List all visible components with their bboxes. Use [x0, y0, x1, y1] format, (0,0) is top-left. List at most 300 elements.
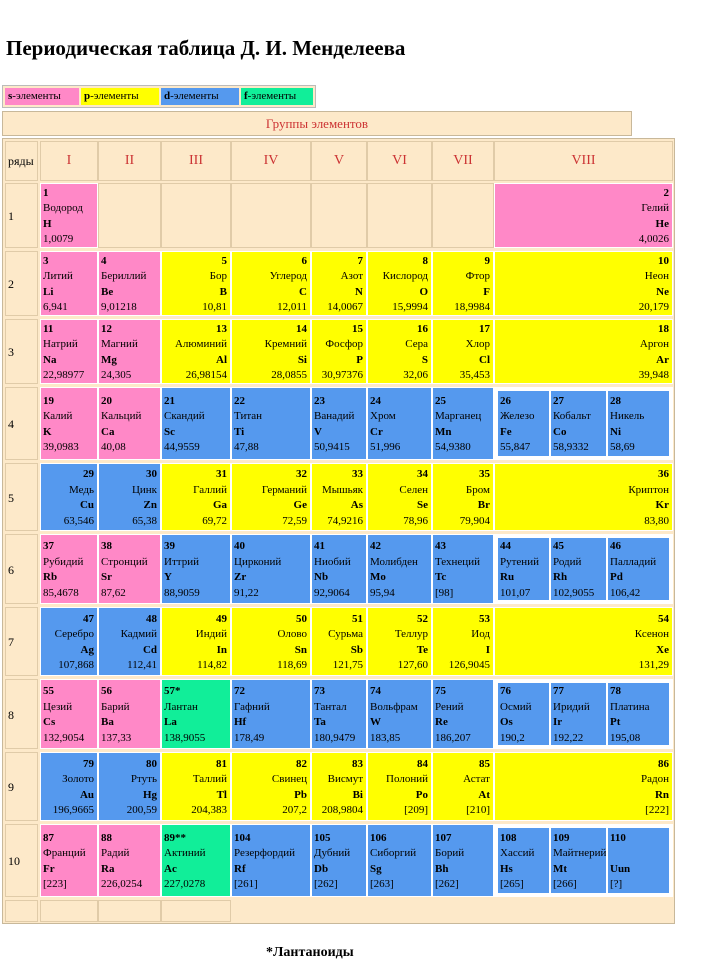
element-Cd[interactable]: [98, 607, 161, 676]
element-symbol: Mo: [370, 571, 386, 583]
element-number: 5: [221, 254, 227, 267]
element-La[interactable]: [161, 679, 231, 749]
element-number: 28: [610, 394, 621, 407]
element-symbol: As: [350, 499, 363, 511]
element-number: 17: [479, 322, 490, 335]
empty-cell: [311, 183, 367, 248]
element-name: Марганец: [435, 410, 482, 422]
element-number: 12: [101, 322, 112, 335]
element-symbol: Li: [43, 285, 54, 298]
element-name: Германий: [261, 483, 307, 496]
element-Sr[interactable]: [98, 534, 161, 604]
element-Na[interactable]: [40, 319, 98, 384]
element-mass: [265]: [500, 878, 524, 890]
legend-letter: p: [84, 90, 91, 102]
element-symbol: Se: [417, 499, 428, 511]
element-symbol: Ra: [101, 862, 115, 875]
element-Al[interactable]: [161, 319, 231, 384]
element-number: 85: [479, 757, 490, 770]
element-Mt[interactable]: [550, 827, 607, 894]
element-Re[interactable]: [432, 679, 494, 749]
element-symbol: Zr: [234, 571, 247, 583]
element-Hf[interactable]: [231, 679, 311, 749]
element-Ir[interactable]: [550, 682, 607, 746]
element-Ga[interactable]: [161, 463, 231, 531]
element-number: 53: [479, 612, 490, 625]
element-mass: 121,75: [332, 659, 363, 671]
element-mass: 20,179: [638, 301, 669, 313]
element-Ni[interactable]: [607, 390, 670, 457]
element-mass: 26,98154: [185, 369, 227, 381]
element-symbol: Y: [164, 571, 172, 583]
element-number: 27: [553, 394, 564, 407]
element-mass: 32,06: [403, 369, 428, 381]
element-number: 11: [43, 322, 54, 335]
element-number: 45: [553, 540, 564, 552]
element-Pt[interactable]: [607, 682, 670, 746]
element-number: 86: [658, 757, 669, 770]
element-mass: 126,9045: [448, 659, 490, 671]
element-symbol: Au: [79, 788, 94, 801]
element-number: 38: [101, 540, 112, 552]
element-Ac[interactable]: [161, 824, 231, 897]
row-label-9: 9: [5, 752, 38, 821]
element-name: Платина: [610, 700, 650, 713]
element-At[interactable]: [432, 752, 494, 821]
element-number: 21: [164, 394, 175, 407]
element-Mn[interactable]: [432, 387, 494, 460]
element-Uun[interactable]: [607, 827, 670, 894]
element-symbol: Si: [297, 353, 307, 366]
element-symbol: Sc: [164, 425, 175, 438]
element-mass: 65,38: [132, 514, 157, 527]
element-name: Гелий: [641, 202, 669, 214]
element-name: Иридий: [553, 700, 590, 713]
element-Ar[interactable]: [494, 319, 673, 384]
element-Cr[interactable]: [367, 387, 432, 460]
element-Zn[interactable]: [98, 463, 161, 531]
element-number: 72: [234, 685, 245, 697]
element-name: Вольфрам: [370, 700, 418, 713]
row-label-5: 5: [5, 463, 38, 531]
element-name: Свинец: [271, 773, 307, 785]
element-Ta[interactable]: [311, 679, 367, 749]
element-number: 26: [500, 394, 511, 407]
element-number: 82: [296, 757, 307, 770]
element-symbol: Ne: [656, 285, 669, 298]
element-name: Полоний: [386, 773, 428, 785]
element-name: Литий: [43, 270, 73, 282]
element-K[interactable]: [40, 387, 98, 460]
element-mass: 207,2: [282, 804, 307, 816]
element-name: Индий: [195, 628, 227, 640]
element-Au[interactable]: [40, 752, 98, 821]
element-symbol: Zn: [143, 499, 157, 511]
element-mass: [210]: [466, 804, 490, 816]
element-number: 79: [83, 757, 94, 770]
element-Nb[interactable]: [311, 534, 367, 604]
element-name: Скандий: [164, 410, 205, 422]
element-mass: 118,69: [277, 659, 307, 671]
element-number: 89**: [164, 831, 186, 844]
element-mass: 137,33: [101, 731, 132, 744]
element-number: 16: [417, 322, 428, 335]
element-number: 73: [314, 685, 325, 697]
element-symbol: V: [314, 425, 322, 438]
element-mass: 79,904: [459, 514, 490, 527]
element-name: Медь: [69, 483, 94, 496]
element-Po[interactable]: [367, 752, 432, 821]
element-mass: 51,996: [370, 441, 401, 453]
element-Co[interactable]: [550, 390, 607, 457]
element-name: Осмий: [500, 700, 532, 713]
element-Pb[interactable]: [231, 752, 311, 821]
element-Tl[interactable]: [161, 752, 231, 821]
element-Rf[interactable]: [231, 824, 311, 897]
element-Ba[interactable]: [98, 679, 161, 749]
element-mass: 95,94: [370, 586, 395, 599]
empty-cell: [98, 900, 161, 922]
element-number: 77: [553, 685, 564, 697]
element-number: 108: [500, 831, 517, 844]
element-number: 52: [417, 612, 428, 625]
element-symbol: H: [43, 217, 52, 230]
empty-cell: [161, 183, 231, 248]
element-Rh[interactable]: [550, 537, 607, 601]
element-name: Фосфор: [325, 338, 363, 350]
element-name: Теллур: [394, 628, 428, 640]
element-number: 40: [234, 540, 245, 552]
element-name: Гафний: [234, 700, 270, 713]
element-mass: 6,941: [43, 301, 68, 313]
element-number: 23: [314, 394, 325, 407]
element-Rb[interactable]: [40, 534, 98, 604]
element-mass: 74,9216: [327, 514, 363, 527]
element-Xe[interactable]: [494, 607, 673, 676]
element-Rn[interactable]: [494, 752, 673, 821]
element-number: 106: [370, 831, 387, 844]
element-Sg[interactable]: [367, 824, 432, 897]
element-number: 19: [43, 394, 54, 407]
element-number: 25: [435, 394, 446, 407]
element-mass: 24,305: [101, 369, 132, 381]
element-symbol: Tl: [216, 788, 227, 801]
element-H[interactable]: [40, 183, 98, 248]
element-Ti[interactable]: [231, 387, 311, 460]
element-mass: 72,59: [282, 514, 307, 527]
element-Ge[interactable]: [231, 463, 311, 531]
element-symbol: Re: [435, 716, 448, 728]
element-Db[interactable]: [311, 824, 367, 897]
element-symbol: Os: [500, 716, 513, 728]
element-mass: 85,4678: [43, 586, 79, 599]
element-number: 34: [417, 468, 428, 480]
element-mass: 47,88: [234, 441, 259, 453]
element-number: 9: [484, 254, 490, 267]
element-symbol: Na: [43, 353, 57, 366]
element-number: 47: [83, 612, 94, 625]
element-name: Радон: [641, 773, 669, 785]
element-symbol: Cs: [43, 716, 56, 728]
element-mass: 39,0983: [43, 441, 79, 453]
element-symbol: In: [216, 643, 227, 656]
element-mass: 58,9332: [553, 441, 589, 453]
element-number: 55: [43, 685, 54, 697]
element-mass: 226,0254: [101, 878, 143, 890]
element-Tc[interactable]: [432, 534, 494, 604]
element-symbol: Bh: [435, 862, 449, 875]
legend-item-d: [161, 88, 239, 105]
element-Se[interactable]: [367, 463, 432, 531]
element-symbol: Uun: [610, 862, 631, 875]
element-F[interactable]: [432, 251, 494, 316]
element-N[interactable]: [311, 251, 367, 316]
element-symbol: Pd: [610, 571, 623, 583]
element-mass: [98]: [435, 586, 454, 599]
rows-label: ряды: [5, 141, 38, 181]
element-name: Мышьяк: [321, 483, 363, 496]
element-symbol: Xe: [656, 643, 669, 656]
element-number: 35: [479, 468, 490, 480]
element-Sc[interactable]: [161, 387, 231, 460]
element-V[interactable]: [311, 387, 367, 460]
element-number: 105: [314, 831, 331, 844]
element-number: 22: [234, 394, 245, 407]
element-Fr[interactable]: [40, 824, 98, 897]
element-Sn[interactable]: [231, 607, 311, 676]
element-number: 50: [296, 612, 307, 625]
element-Hg[interactable]: [98, 752, 161, 821]
element-name: Криптон: [628, 483, 669, 496]
element-name: Кремний: [264, 338, 307, 350]
element-number: 107: [435, 831, 452, 844]
element-Kr[interactable]: [494, 463, 673, 531]
element-Cs[interactable]: [40, 679, 98, 749]
element-name: Рений: [435, 700, 464, 713]
legend-item-s: [5, 88, 79, 105]
element-mass: 4,0026: [638, 233, 669, 245]
legend-text: -элементы: [90, 90, 139, 102]
row-label-1: 1: [5, 183, 38, 248]
element-number: 104: [234, 831, 251, 844]
element-symbol: Sn: [294, 643, 307, 656]
element-number: 14: [296, 322, 307, 335]
element-symbol: Be: [101, 285, 114, 298]
element-Os[interactable]: [497, 682, 550, 746]
element-mass: 78,96: [403, 514, 428, 527]
element-mass: 91,22: [234, 586, 259, 599]
legend-item-p: [81, 88, 159, 105]
element-mass: 227,0278: [164, 878, 206, 890]
element-mass: 132,9054: [43, 731, 85, 744]
element-mass: 192,22: [553, 731, 584, 744]
element-Si[interactable]: [231, 319, 311, 384]
element-symbol: Cl: [479, 353, 490, 366]
element-symbol: Bi: [352, 788, 363, 801]
element-symbol: Hf: [234, 716, 247, 728]
element-Pd[interactable]: [607, 537, 670, 601]
element-number: 83: [352, 757, 363, 770]
element-mass: [262]: [435, 878, 459, 890]
element-mass: 106,42: [610, 586, 641, 599]
element-name: Ксенон: [634, 628, 669, 640]
empty-cell: [98, 183, 161, 248]
element-mass: 55,847: [500, 441, 531, 453]
element-name: Иод: [471, 628, 490, 640]
element-He[interactable]: [494, 183, 673, 248]
element-name: Радий: [101, 847, 130, 859]
element-number: 7: [357, 254, 363, 267]
element-mass: 127,60: [397, 659, 428, 671]
element-C[interactable]: [231, 251, 311, 316]
element-name: Цезий: [43, 700, 73, 713]
element-Ca[interactable]: [98, 387, 161, 460]
element-Li[interactable]: [40, 251, 98, 316]
element-I[interactable]: [432, 607, 494, 676]
element-symbol: P: [356, 353, 363, 366]
element-number: 81: [216, 757, 227, 770]
element-Bh[interactable]: [432, 824, 494, 897]
element-mass: 88,9059: [164, 586, 200, 599]
element-Be[interactable]: [98, 251, 161, 316]
element-name: Хром: [370, 410, 396, 422]
element-mass: 58,69: [610, 441, 635, 453]
element-Mo[interactable]: [367, 534, 432, 604]
element-number: 54: [658, 612, 669, 625]
element-P[interactable]: [311, 319, 367, 384]
element-name: Рутений: [500, 555, 539, 568]
groups-title: Группы элементов: [2, 111, 632, 136]
element-Cu[interactable]: [40, 463, 98, 531]
element-Ag[interactable]: [40, 607, 98, 676]
element-Ru[interactable]: [497, 537, 550, 601]
element-name: Молибден: [370, 555, 418, 568]
element-name: Кадмий: [120, 628, 157, 640]
element-name: Майтнерий: [553, 847, 607, 859]
element-symbol: Tc: [435, 571, 447, 583]
element-Zr[interactable]: [231, 534, 311, 604]
element-symbol: Ir: [553, 716, 563, 728]
element-Bi[interactable]: [311, 752, 367, 821]
element-name: Барий: [101, 700, 130, 713]
element-name: Палладий: [610, 555, 657, 568]
element-name: Кобальт: [553, 410, 591, 422]
element-O[interactable]: [367, 251, 432, 316]
element-mass: [209]: [404, 804, 428, 816]
element-mass: 63,546: [63, 514, 94, 527]
element-symbol: Mt: [553, 862, 568, 875]
element-number: 2: [663, 186, 669, 199]
group-header-III: III: [161, 141, 231, 181]
element-symbol: Ge: [293, 499, 307, 511]
element-mass: [261]: [234, 878, 258, 890]
element-symbol: Rn: [654, 788, 669, 801]
element-number: 39: [164, 540, 175, 552]
element-Mg[interactable]: [98, 319, 161, 384]
row-label-2: 2: [5, 251, 38, 316]
element-mass: 40,08: [101, 441, 126, 453]
element-mass: 14,0067: [327, 301, 363, 313]
element-symbol: Ta: [314, 716, 326, 728]
legend-item-f: [241, 88, 313, 105]
element-name: Бром: [465, 483, 490, 496]
element-symbol: W: [370, 716, 381, 728]
element-Sb[interactable]: [311, 607, 367, 676]
element-number: 32: [296, 468, 307, 480]
element-mass: 69,72: [202, 514, 227, 527]
empty-cell: [432, 183, 494, 248]
element-Te[interactable]: [367, 607, 432, 676]
element-mass: 87,62: [101, 586, 126, 599]
element-name: Лантан: [164, 700, 198, 713]
element-number: 24: [370, 394, 381, 407]
element-symbol: At: [478, 788, 490, 801]
element-number: 75: [435, 685, 446, 697]
empty-cell: [367, 183, 432, 248]
element-number: 51: [352, 612, 363, 625]
row-label-7: 7: [5, 607, 38, 676]
element-Br[interactable]: [432, 463, 494, 531]
element-symbol: Ga: [212, 499, 227, 511]
element-Cl[interactable]: [432, 319, 494, 384]
element-S[interactable]: [367, 319, 432, 384]
element-number: 8: [422, 254, 428, 267]
element-name: Борий: [435, 847, 465, 859]
element-mass: [262]: [314, 878, 338, 890]
element-mass: 30,97376: [321, 369, 363, 381]
element-name: Актиний: [164, 847, 206, 859]
row-label-empty: [5, 900, 38, 922]
element-mass: 35,453: [459, 369, 490, 381]
element-symbol: S: [421, 353, 428, 366]
element-name: Бор: [209, 270, 227, 282]
element-number: 10: [658, 254, 669, 267]
element-mass: 186,207: [435, 731, 471, 744]
element-symbol: Db: [314, 862, 329, 875]
element-mass: 1,0079: [43, 233, 74, 245]
element-number: 87: [43, 831, 54, 844]
element-symbol: Pb: [294, 788, 307, 801]
element-Fe[interactable]: [497, 390, 550, 457]
element-B[interactable]: [161, 251, 231, 316]
row-label-6: 6: [5, 534, 38, 604]
element-name: Неон: [644, 270, 669, 282]
element-number: 36: [658, 468, 669, 480]
empty-cell: [40, 900, 98, 922]
element-Ra[interactable]: [98, 824, 161, 897]
element-Y[interactable]: [161, 534, 231, 604]
element-name: Сера: [405, 338, 428, 350]
element-symbol: C: [299, 285, 307, 298]
element-mass: [263]: [370, 878, 394, 890]
element-In[interactable]: [161, 607, 231, 676]
element-As[interactable]: [311, 463, 367, 531]
element-symbol: Cr: [370, 425, 383, 438]
element-Hs[interactable]: [497, 827, 550, 894]
element-number: 109: [553, 831, 570, 844]
element-Ne[interactable]: [494, 251, 673, 316]
element-name: Натрий: [43, 338, 78, 350]
element-mass: 39,948: [638, 369, 669, 381]
element-symbol: Co: [553, 425, 567, 438]
element-mass: 178,49: [234, 731, 265, 744]
element-number: 15: [352, 322, 363, 335]
element-name: Никель: [610, 410, 645, 422]
element-W[interactable]: [367, 679, 432, 749]
group-header-I: I: [40, 141, 98, 181]
element-symbol: Br: [477, 499, 490, 511]
element-symbol: Ca: [101, 425, 115, 438]
